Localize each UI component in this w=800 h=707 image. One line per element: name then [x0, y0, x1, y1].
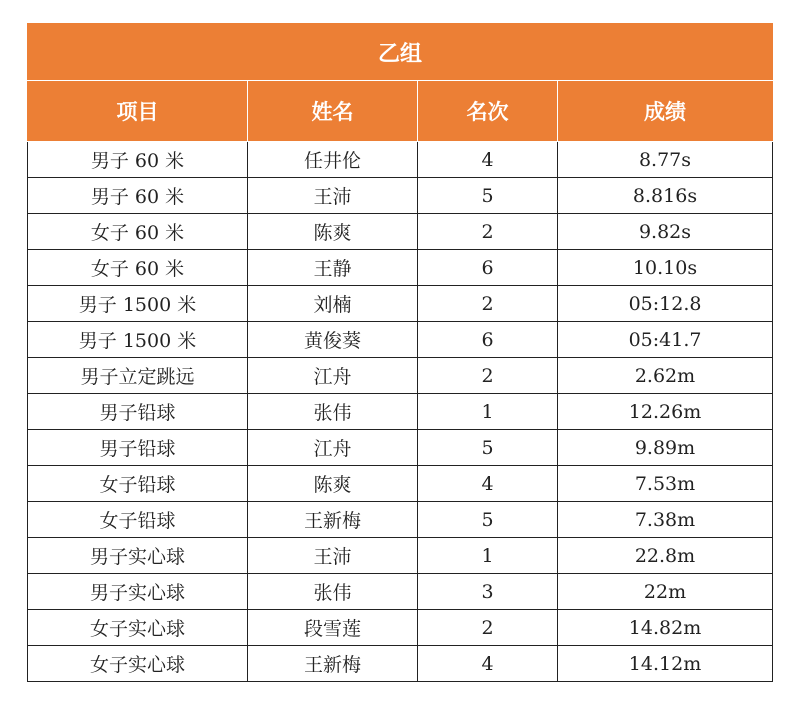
header-rank: 名次	[418, 81, 558, 142]
cell-name: 王新梅	[248, 502, 418, 538]
cell-event: 女子铅球	[28, 466, 248, 502]
cell-event: 男子 1500 米	[28, 286, 248, 322]
table-row	[28, 214, 773, 250]
table-row	[28, 286, 773, 322]
table-row	[28, 394, 773, 430]
cell-rank: 4	[418, 142, 558, 178]
cell-event: 男子 1500 米	[28, 322, 248, 358]
header-result: 成绩	[558, 81, 773, 142]
cell-event: 女子铅球	[28, 502, 248, 538]
cell-result: 7.38m	[558, 502, 773, 538]
header-name: 姓名	[248, 81, 418, 142]
cell-result: 22m	[558, 574, 773, 610]
cell-event: 男子实心球	[28, 574, 248, 610]
table-title: 乙组	[28, 24, 773, 81]
cell-rank: 1	[418, 394, 558, 430]
cell-name: 陈爽	[248, 214, 418, 250]
cell-rank: 6	[418, 250, 558, 286]
table-row	[28, 322, 773, 358]
table-header-row	[28, 81, 773, 142]
cell-result: 10.10s	[558, 250, 773, 286]
header-event: 项目	[28, 81, 248, 142]
table-row	[28, 358, 773, 394]
cell-result: 05:12.8	[558, 286, 773, 322]
table-row	[28, 466, 773, 502]
table-row	[28, 646, 773, 682]
cell-event: 男子立定跳远	[28, 358, 248, 394]
cell-name: 刘楠	[248, 286, 418, 322]
cell-name: 黄俊葵	[248, 322, 418, 358]
cell-name: 江舟	[248, 358, 418, 394]
cell-rank: 2	[418, 358, 558, 394]
cell-result: 14.12m	[558, 646, 773, 682]
cell-result: 2.62m	[558, 358, 773, 394]
cell-name: 任井伦	[248, 142, 418, 178]
cell-rank: 4	[418, 466, 558, 502]
cell-event: 男子铅球	[28, 430, 248, 466]
cell-name: 王沛	[248, 538, 418, 574]
cell-result: 05:41.7	[558, 322, 773, 358]
cell-result: 8.816s	[558, 178, 773, 214]
cell-name: 王新梅	[248, 646, 418, 682]
cell-rank: 2	[418, 286, 558, 322]
table-row	[28, 142, 773, 178]
cell-name: 张伟	[248, 574, 418, 610]
cell-event: 男子铅球	[28, 394, 248, 430]
cell-rank: 5	[418, 502, 558, 538]
cell-event: 女子 60 米	[28, 250, 248, 286]
cell-result: 14.82m	[558, 610, 773, 646]
cell-rank: 4	[418, 646, 558, 682]
results-table	[27, 23, 773, 682]
table-row	[28, 250, 773, 286]
table-title-row	[28, 24, 773, 81]
cell-rank: 5	[418, 430, 558, 466]
cell-event: 女子 60 米	[28, 214, 248, 250]
cell-event: 男子实心球	[28, 538, 248, 574]
table-row	[28, 574, 773, 610]
cell-rank: 6	[418, 322, 558, 358]
cell-name: 陈爽	[248, 466, 418, 502]
cell-rank: 3	[418, 574, 558, 610]
table-row	[28, 538, 773, 574]
cell-rank: 2	[418, 214, 558, 250]
cell-rank: 1	[418, 538, 558, 574]
cell-name: 段雪莲	[248, 610, 418, 646]
cell-name: 王静	[248, 250, 418, 286]
cell-event: 女子实心球	[28, 610, 248, 646]
table-row	[28, 430, 773, 466]
cell-result: 9.82s	[558, 214, 773, 250]
cell-result: 9.89m	[558, 430, 773, 466]
cell-event: 男子 60 米	[28, 142, 248, 178]
cell-result: 22.8m	[558, 538, 773, 574]
cell-name: 张伟	[248, 394, 418, 430]
table-row	[28, 178, 773, 214]
cell-event: 男子 60 米	[28, 178, 248, 214]
cell-result: 8.77s	[558, 142, 773, 178]
table-row	[28, 502, 773, 538]
cell-event: 女子实心球	[28, 646, 248, 682]
cell-rank: 5	[418, 178, 558, 214]
cell-result: 12.26m	[558, 394, 773, 430]
cell-name: 江舟	[248, 430, 418, 466]
cell-name: 王沛	[248, 178, 418, 214]
table-row	[28, 610, 773, 646]
cell-rank: 2	[418, 610, 558, 646]
cell-result: 7.53m	[558, 466, 773, 502]
